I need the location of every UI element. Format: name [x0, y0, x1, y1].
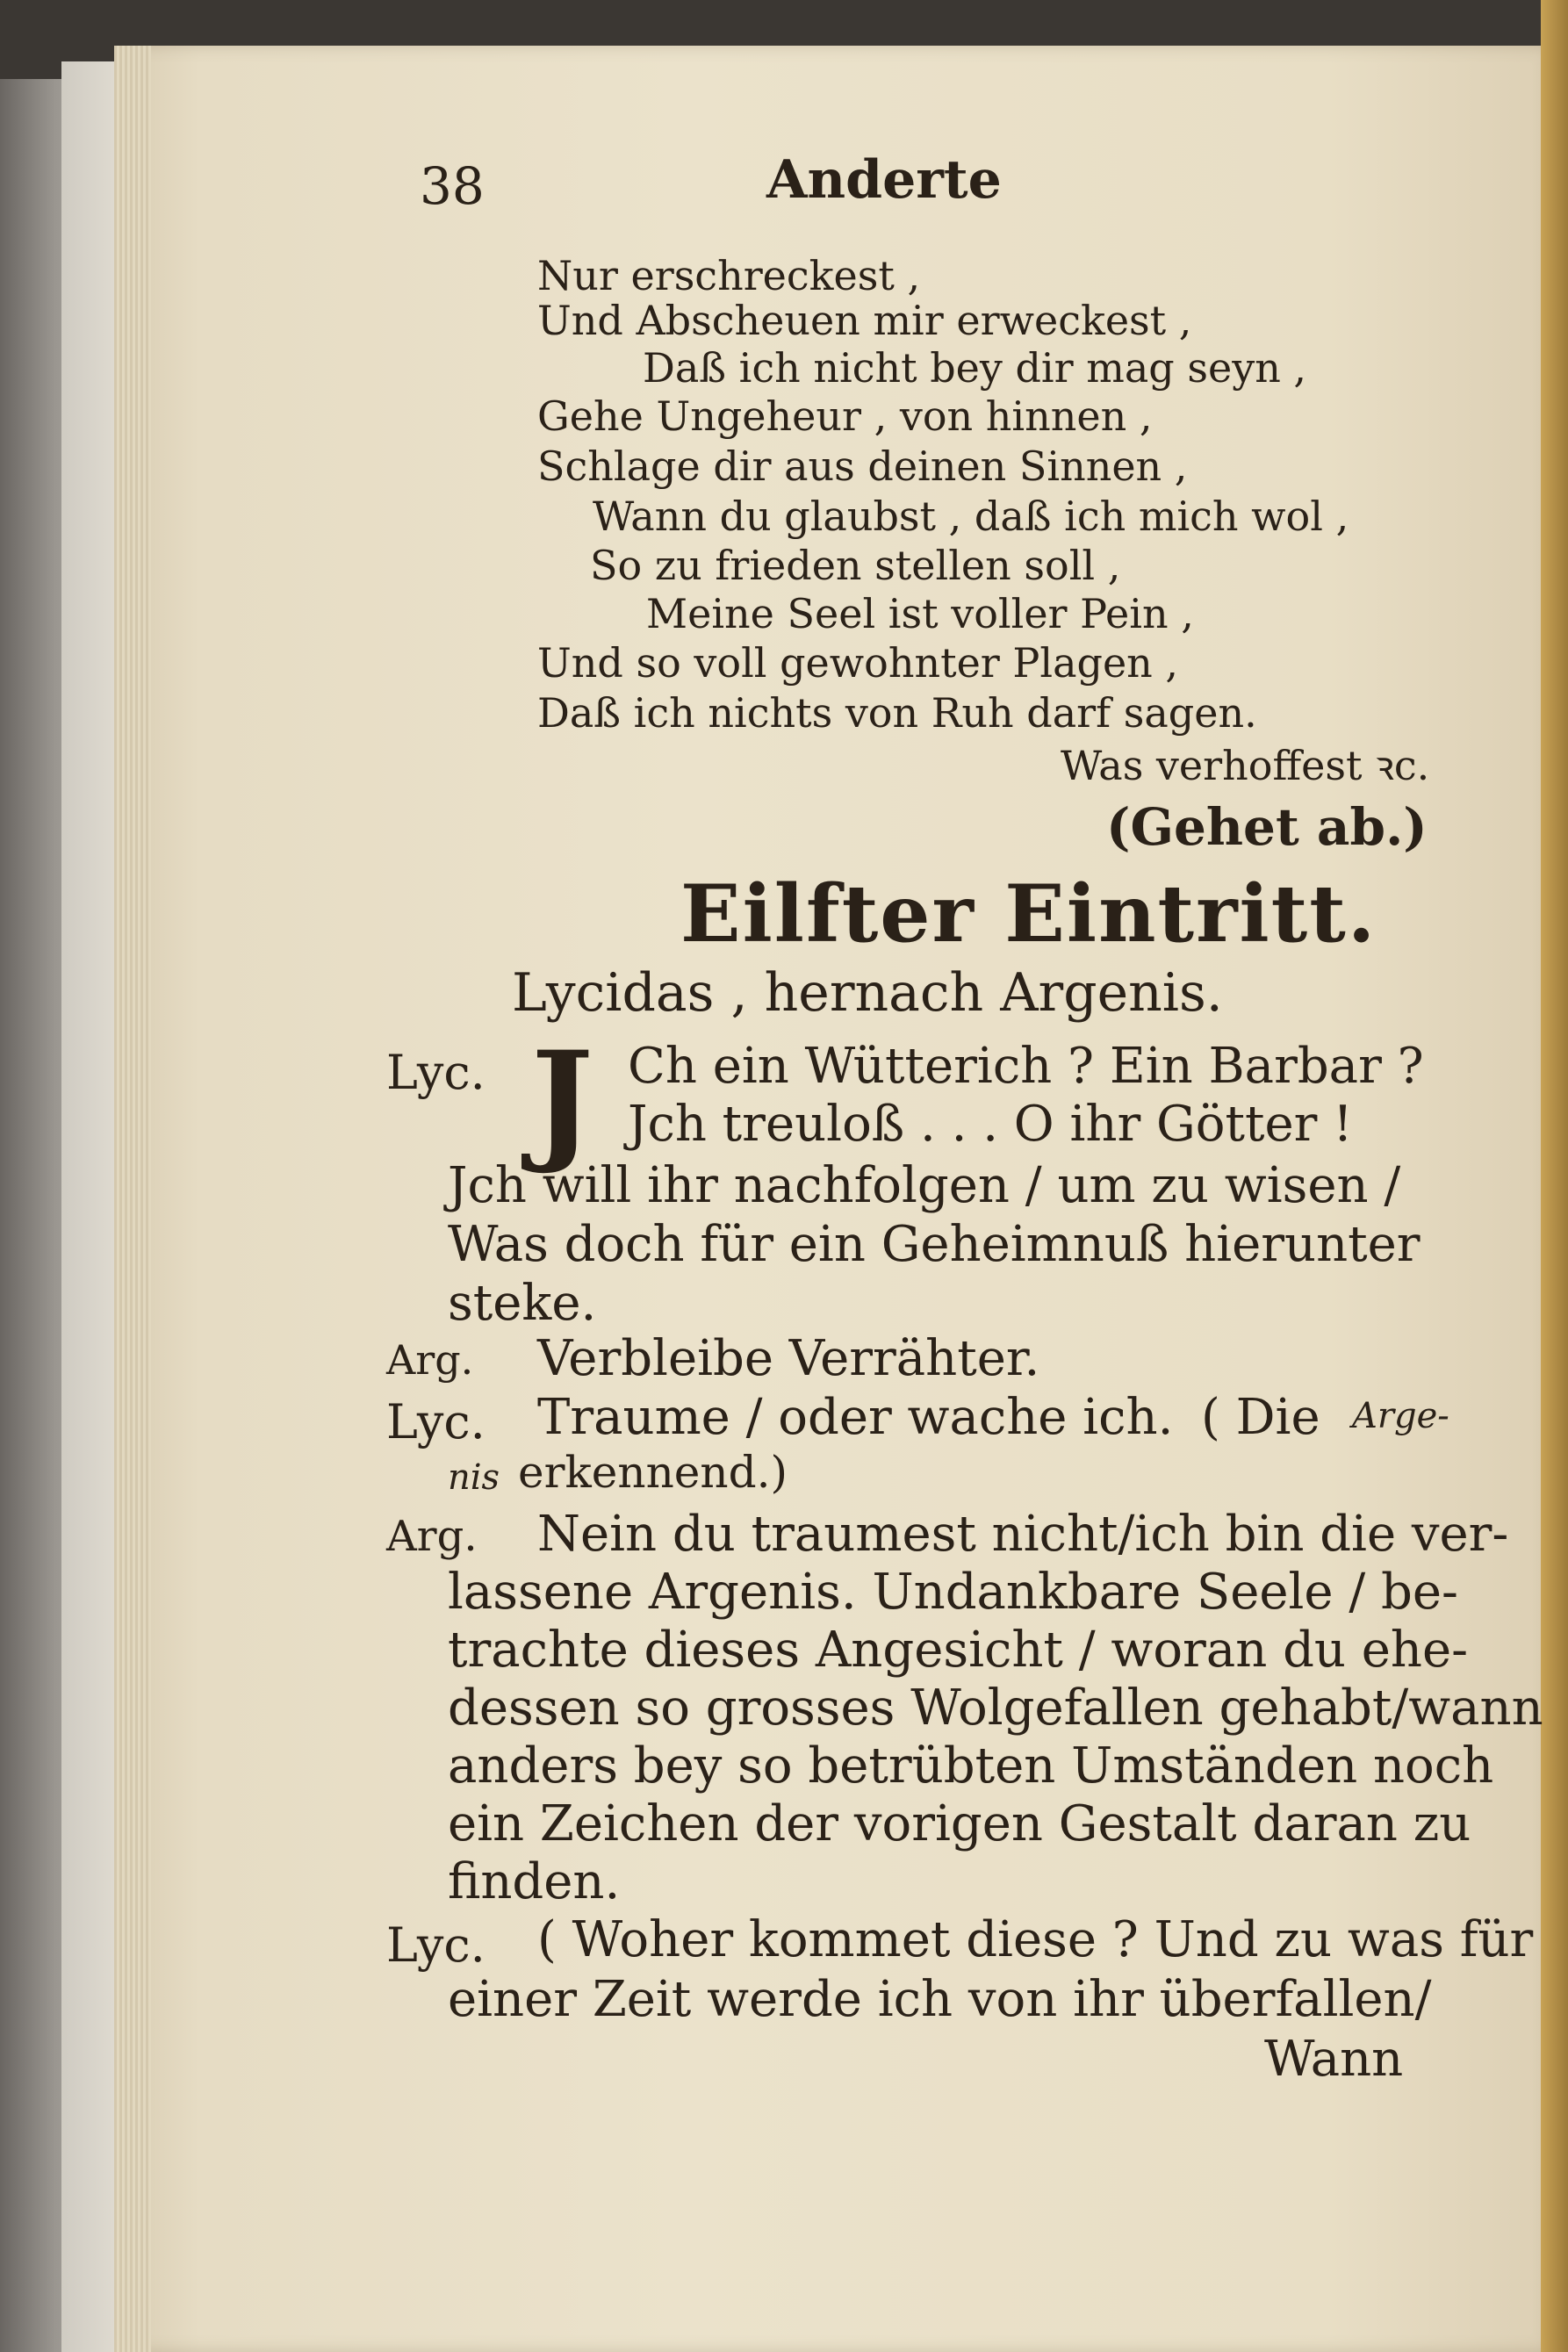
- speaker-label: Arg.: [386, 1512, 478, 1561]
- facing-page-edge: [1541, 0, 1568, 2352]
- scene-title: Eilfter Eintritt.: [680, 867, 1377, 960]
- dialogue-line: ( Woher kommet diese ? Und zu was für: [537, 1911, 1534, 1968]
- catchword: Wann: [1264, 2031, 1404, 2088]
- stage-direction: erkennend.): [518, 1447, 788, 1498]
- scene-characters: Lycidas , hernach Argenis.: [512, 962, 1223, 1024]
- speaker-label: Lyc.: [386, 1045, 486, 1100]
- dialogue-line: Nein du traumest nicht/ich bin die ver-: [537, 1506, 1509, 1563]
- verse-line: Daß ich nicht bey dir mag seyn ,: [643, 344, 1307, 392]
- dialogue-line: anders bey so betrübten Umständen noch: [448, 1737, 1494, 1795]
- stage-direction-italic: nis: [448, 1457, 500, 1498]
- stage-direction: ( Die: [1201, 1389, 1320, 1446]
- dialogue-line: Jch will ihr nachfolgen / um zu wisen /: [448, 1157, 1401, 1214]
- page-number: 38: [420, 156, 485, 216]
- dialogue-line: einer Zeit werde ich von ihr überfallen/: [448, 1971, 1432, 2028]
- verse-line: Nur erschreckest ,: [537, 252, 921, 299]
- dialogue-line: ein Zeichen der vorigen Gestalt daran zu: [448, 1795, 1471, 1852]
- verse-line: Meine Seel ist voller Pein ,: [646, 590, 1194, 637]
- dialogue-line: lassene Argenis. Undankbare Seele / be-: [448, 1564, 1458, 1621]
- verse-line: Daß ich nichts von Ruh darf sagen.: [537, 689, 1257, 737]
- dialogue-line: Traume / oder wache ich.: [537, 1389, 1174, 1446]
- dialogue-line: Verbleibe Verrähter.: [537, 1330, 1040, 1387]
- dialogue-line: steke.: [448, 1275, 597, 1332]
- verse-line: Gehe Ungeheur , von hinnen ,: [537, 392, 1153, 440]
- speaker-label: Lyc.: [386, 1394, 486, 1449]
- verse-line: So zu frieden stellen soll ,: [590, 542, 1121, 589]
- dialogue-line: Was doch für ein Geheimnuß hierunter: [448, 1216, 1421, 1273]
- stage-direction-exit: (Gehet ab.): [1106, 797, 1428, 857]
- verse-line: Und Abscheuen mir erweckest ,: [537, 297, 1192, 344]
- drop-capital: J: [531, 1023, 593, 1177]
- verse-line: Und so voll gewohnter Plagen ,: [537, 639, 1179, 687]
- page-stack-edge: [114, 46, 151, 2352]
- speaker-label: Lyc.: [386, 1917, 486, 1973]
- verse-line: Wann du glaubst , daß ich mich wol ,: [593, 493, 1349, 540]
- speaker-label: Arg.: [386, 1336, 474, 1384]
- verse-line: Was verhoffest ꝛc.: [1061, 742, 1430, 789]
- dialogue-line: trachte dieses Angesicht / woran du ehe-: [448, 1622, 1469, 1679]
- verse-line: Schlage dir aus deinen Sinnen ,: [537, 442, 1188, 490]
- running-title: Anderte: [766, 149, 1002, 211]
- dialogue-line: dessen so grosses Wolgefallen gehabt/wann: [448, 1679, 1543, 1737]
- stage-direction-italic: Arge-: [1352, 1396, 1449, 1436]
- dialogue-line: Jch treuloß . . . O ihr Götter !: [628, 1096, 1353, 1153]
- dialogue-line: Ch ein Wütterich ? Ein Barbar ?: [628, 1038, 1424, 1095]
- dialogue-line: finden.: [448, 1853, 621, 1910]
